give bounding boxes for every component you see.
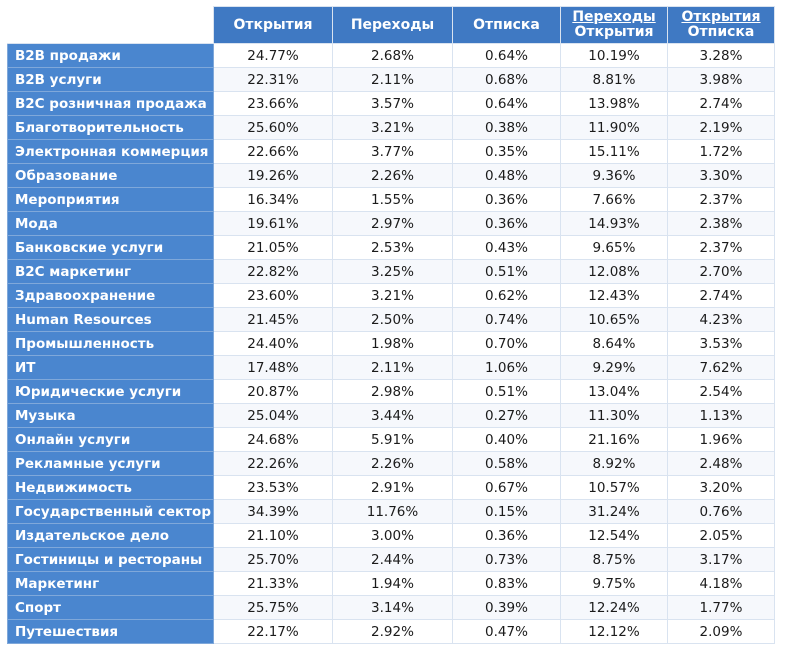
cell-opens-per-unsubscribes: 2.05%	[668, 524, 775, 548]
table-row	[8, 476, 775, 500]
cell-clicks: 2.53%	[333, 236, 453, 260]
row-label: Мода	[8, 212, 214, 236]
table-row	[8, 188, 775, 212]
cell-opens: 22.66%	[214, 140, 333, 164]
table-row	[8, 596, 775, 620]
cell-clicks-per-opens: 10.19%	[561, 44, 668, 68]
cell-opens: 19.26%	[214, 164, 333, 188]
cell-opens: 20.87%	[214, 380, 333, 404]
cell-clicks-per-opens: 12.24%	[561, 596, 668, 620]
row-label: Музыка	[8, 404, 214, 428]
cell-opens: 25.60%	[214, 116, 333, 140]
row-label: Здравоохранение	[8, 284, 214, 308]
table-row	[8, 236, 775, 260]
cell-unsubscribes: 0.51%	[453, 380, 561, 404]
cell-clicks: 1.55%	[333, 188, 453, 212]
cell-clicks-per-opens: 13.98%	[561, 92, 668, 116]
cell-clicks: 3.21%	[333, 116, 453, 140]
cell-opens: 23.53%	[214, 476, 333, 500]
cell-opens-per-unsubscribes: 4.23%	[668, 308, 775, 332]
table-row	[8, 356, 775, 380]
table-row	[8, 92, 775, 116]
cell-unsubscribes: 0.51%	[453, 260, 561, 284]
cell-opens: 22.82%	[214, 260, 333, 284]
cell-clicks-per-opens: 8.81%	[561, 68, 668, 92]
cell-unsubscribes: 0.27%	[453, 404, 561, 428]
cell-clicks: 2.44%	[333, 548, 453, 572]
row-label: Благотворительность	[8, 116, 214, 140]
header-opens-label: Открытия	[233, 16, 313, 33]
cell-opens-per-unsubscribes: 2.74%	[668, 92, 775, 116]
cell-clicks-per-opens: 13.04%	[561, 380, 668, 404]
cell-opens-per-unsubscribes: 3.98%	[668, 68, 775, 92]
cell-opens-per-unsubscribes: 2.37%	[668, 236, 775, 260]
row-label: Образование	[8, 164, 214, 188]
cell-opens-per-unsubscribes: 3.20%	[668, 476, 775, 500]
cell-opens-per-unsubscribes: 3.28%	[668, 44, 775, 68]
cell-opens-per-unsubscribes: 3.17%	[668, 548, 775, 572]
cell-unsubscribes: 0.67%	[453, 476, 561, 500]
cell-unsubscribes: 0.64%	[453, 44, 561, 68]
cell-opens-per-unsubscribes: 2.74%	[668, 284, 775, 308]
cell-clicks: 3.77%	[333, 140, 453, 164]
table-row	[8, 308, 775, 332]
cell-opens-per-unsubscribes: 3.53%	[668, 332, 775, 356]
table-row	[8, 332, 775, 356]
cell-opens-per-unsubscribes: 4.18%	[668, 572, 775, 596]
cell-opens: 21.05%	[214, 236, 333, 260]
cell-clicks-per-opens: 12.54%	[561, 524, 668, 548]
cell-opens: 21.45%	[214, 308, 333, 332]
header-opens	[214, 7, 333, 44]
header-clicks-label: Переходы	[350, 16, 435, 33]
cell-unsubscribes: 0.64%	[453, 92, 561, 116]
header-opens-per-unsubscribes	[668, 7, 775, 44]
cell-unsubscribes: 0.74%	[453, 308, 561, 332]
cell-clicks-per-opens: 9.36%	[561, 164, 668, 188]
cell-clicks-per-opens: 8.92%	[561, 452, 668, 476]
cell-clicks: 3.25%	[333, 260, 453, 284]
cell-clicks-per-opens: 11.90%	[561, 116, 668, 140]
row-label: Промышленность	[8, 332, 214, 356]
row-label: Мероприятия	[8, 188, 214, 212]
cell-opens-per-unsubscribes: 2.70%	[668, 260, 775, 284]
table-row	[8, 260, 775, 284]
cell-opens-per-unsubscribes: 1.77%	[668, 596, 775, 620]
row-label: Государственный сектор	[8, 500, 214, 524]
cell-clicks: 2.50%	[333, 308, 453, 332]
table-row	[8, 44, 775, 68]
cell-unsubscribes: 0.83%	[453, 572, 561, 596]
table-header	[8, 7, 775, 44]
cell-clicks: 1.94%	[333, 572, 453, 596]
row-label: Путешествия	[8, 620, 214, 644]
cell-unsubscribes: 0.15%	[453, 500, 561, 524]
cell-unsubscribes: 0.38%	[453, 116, 561, 140]
cell-opens-per-unsubscribes: 3.30%	[668, 164, 775, 188]
header-row	[8, 7, 775, 44]
header-opens-per-unsubscribes-denominator: Отписка	[687, 24, 755, 40]
cell-opens: 24.40%	[214, 332, 333, 356]
cell-clicks-per-opens: 31.24%	[561, 500, 668, 524]
cell-opens-per-unsubscribes: 1.72%	[668, 140, 775, 164]
table-row	[8, 380, 775, 404]
cell-opens: 25.75%	[214, 596, 333, 620]
header-opens-per-unsubscribes-numerator: Открытия	[681, 9, 761, 25]
cell-clicks-per-opens: 10.57%	[561, 476, 668, 500]
cell-clicks: 2.26%	[333, 452, 453, 476]
table-row	[8, 452, 775, 476]
cell-clicks: 3.44%	[333, 404, 453, 428]
cell-clicks: 2.68%	[333, 44, 453, 68]
table-body	[8, 44, 775, 644]
row-label: Электронная коммерция	[8, 140, 214, 164]
industry-email-stats-table	[7, 6, 775, 644]
row-label: Гостиницы и рестораны	[8, 548, 214, 572]
cell-opens: 23.66%	[214, 92, 333, 116]
cell-opens-per-unsubscribes: 2.38%	[668, 212, 775, 236]
table-row	[8, 68, 775, 92]
cell-unsubscribes: 0.68%	[453, 68, 561, 92]
header-clicks	[333, 7, 453, 44]
cell-clicks-per-opens: 15.11%	[561, 140, 668, 164]
cell-clicks: 5.91%	[333, 428, 453, 452]
cell-clicks: 3.57%	[333, 92, 453, 116]
table-row	[8, 620, 775, 644]
cell-clicks-per-opens: 9.75%	[561, 572, 668, 596]
header-corner	[8, 7, 214, 44]
cell-unsubscribes: 0.35%	[453, 140, 561, 164]
cell-clicks: 2.98%	[333, 380, 453, 404]
cell-clicks-per-opens: 8.75%	[561, 548, 668, 572]
table-row	[8, 212, 775, 236]
row-label: Онлайн услуги	[8, 428, 214, 452]
cell-clicks: 3.14%	[333, 596, 453, 620]
table-row	[8, 500, 775, 524]
cell-clicks: 2.97%	[333, 212, 453, 236]
cell-unsubscribes: 0.73%	[453, 548, 561, 572]
header-clicks-per-opens	[561, 7, 668, 44]
cell-opens-per-unsubscribes: 2.37%	[668, 188, 775, 212]
table-row	[8, 428, 775, 452]
cell-clicks: 2.11%	[333, 68, 453, 92]
cell-opens: 24.77%	[214, 44, 333, 68]
cell-clicks: 2.92%	[333, 620, 453, 644]
table-row	[8, 404, 775, 428]
header-unsubscribes-label: Отписка	[473, 16, 540, 33]
table-row	[8, 524, 775, 548]
cell-opens: 25.70%	[214, 548, 333, 572]
cell-opens-per-unsubscribes: 1.96%	[668, 428, 775, 452]
cell-opens: 21.33%	[214, 572, 333, 596]
cell-clicks: 2.91%	[333, 476, 453, 500]
row-label: Спорт	[8, 596, 214, 620]
table-row	[8, 572, 775, 596]
cell-opens-per-unsubscribes: 1.13%	[668, 404, 775, 428]
cell-clicks-per-opens: 12.43%	[561, 284, 668, 308]
row-label: Рекламные услуги	[8, 452, 214, 476]
cell-clicks-per-opens: 9.65%	[561, 236, 668, 260]
cell-opens: 22.17%	[214, 620, 333, 644]
cell-opens: 17.48%	[214, 356, 333, 380]
cell-clicks-per-opens: 10.65%	[561, 308, 668, 332]
cell-clicks-per-opens: 14.93%	[561, 212, 668, 236]
cell-clicks-per-opens: 9.29%	[561, 356, 668, 380]
cell-unsubscribes: 0.40%	[453, 428, 561, 452]
row-label: B2B продажи	[8, 44, 214, 68]
cell-clicks: 1.98%	[333, 332, 453, 356]
row-label: ИТ	[8, 356, 214, 380]
table-row	[8, 284, 775, 308]
cell-clicks: 2.26%	[333, 164, 453, 188]
table-row	[8, 548, 775, 572]
row-label: B2C розничная продажа	[8, 92, 214, 116]
cell-clicks: 3.00%	[333, 524, 453, 548]
cell-unsubscribes: 1.06%	[453, 356, 561, 380]
cell-unsubscribes: 0.43%	[453, 236, 561, 260]
cell-opens: 23.60%	[214, 284, 333, 308]
cell-opens: 21.10%	[214, 524, 333, 548]
cell-clicks-per-opens: 21.16%	[561, 428, 668, 452]
cell-clicks-per-opens: 7.66%	[561, 188, 668, 212]
cell-opens: 16.34%	[214, 188, 333, 212]
cell-opens: 19.61%	[214, 212, 333, 236]
cell-unsubscribes: 0.48%	[453, 164, 561, 188]
cell-opens: 22.31%	[214, 68, 333, 92]
cell-opens: 22.26%	[214, 452, 333, 476]
row-label: Human Resources	[8, 308, 214, 332]
row-label: Банковские услуги	[8, 236, 214, 260]
cell-clicks-per-opens: 12.12%	[561, 620, 668, 644]
cell-unsubscribes: 0.58%	[453, 452, 561, 476]
cell-opens-per-unsubscribes: 2.54%	[668, 380, 775, 404]
cell-clicks-per-opens: 8.64%	[561, 332, 668, 356]
cell-unsubscribes: 0.47%	[453, 620, 561, 644]
cell-opens: 25.04%	[214, 404, 333, 428]
row-label: B2B услуги	[8, 68, 214, 92]
row-label: Издательское дело	[8, 524, 214, 548]
header-unsubscribes	[453, 7, 561, 44]
cell-unsubscribes: 0.70%	[453, 332, 561, 356]
table-row	[8, 116, 775, 140]
header-clicks-per-opens-denominator: Открытия	[574, 24, 654, 40]
header-clicks-per-opens-numerator: Переходы	[572, 9, 656, 25]
cell-opens-per-unsubscribes: 0.76%	[668, 500, 775, 524]
cell-clicks: 2.11%	[333, 356, 453, 380]
row-label: Юридические услуги	[8, 380, 214, 404]
cell-unsubscribes: 0.36%	[453, 188, 561, 212]
cell-unsubscribes: 0.36%	[453, 212, 561, 236]
table-row	[8, 164, 775, 188]
row-label: B2C маркетинг	[8, 260, 214, 284]
cell-clicks-per-opens: 12.08%	[561, 260, 668, 284]
cell-opens: 24.68%	[214, 428, 333, 452]
row-label: Недвижимость	[8, 476, 214, 500]
cell-unsubscribes: 0.62%	[453, 284, 561, 308]
cell-opens: 34.39%	[214, 500, 333, 524]
cell-clicks: 3.21%	[333, 284, 453, 308]
cell-clicks: 11.76%	[333, 500, 453, 524]
cell-unsubscribes: 0.39%	[453, 596, 561, 620]
cell-unsubscribes: 0.36%	[453, 524, 561, 548]
cell-opens-per-unsubscribes: 2.48%	[668, 452, 775, 476]
row-label: Маркетинг	[8, 572, 214, 596]
cell-opens-per-unsubscribes: 2.09%	[668, 620, 775, 644]
table-row	[8, 140, 775, 164]
cell-opens-per-unsubscribes: 7.62%	[668, 356, 775, 380]
cell-opens-per-unsubscribes: 2.19%	[668, 116, 775, 140]
cell-clicks-per-opens: 11.30%	[561, 404, 668, 428]
